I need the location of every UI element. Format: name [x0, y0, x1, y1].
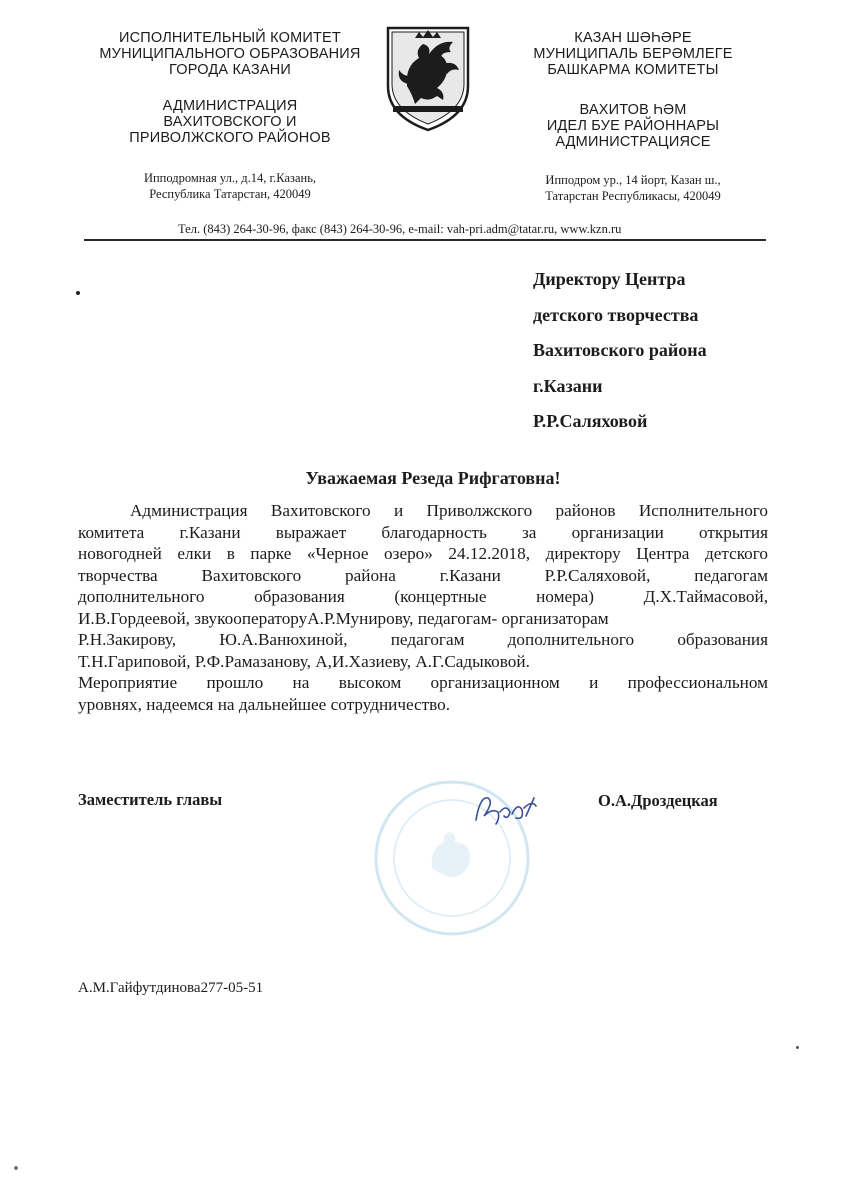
handwritten-signature — [470, 790, 540, 830]
header-right-admin: ВАХИТОВ ҺӘМ ИДЕЛ БУЕ РАЙОННАРЫ АДМИНИСТРАЦИЯСЕ — [546, 102, 720, 150]
body-line: дополнительного образования (концертные номера) Д.Х.Таймасовой, — [78, 587, 768, 606]
body-line: И.В.Гордеевой, звукооператоруА.Р.Мунирову, педагогам- организаторам — [78, 608, 609, 628]
header-left-org: ИСПОЛНИТЕЛЬНЫЙ КОМИТЕТ МУНИЦИПАЛЬНОГО ОБРАЗОВАНИЯ ГОРОДА КАЗАНИ — [99, 30, 361, 78]
executor-footer: А.М.Гайфутдинова277-05-51 — [78, 980, 264, 996]
header-right-address: Ипподром ур., 14 йорт, Казан ш., Татарстан Республикасы, 420049 — [545, 173, 721, 203]
addressee-block: Директору Центра детского творчества Вахитовского района г.Казани Р.Р.Саляховой — [533, 269, 707, 431]
coat-of-arms-icon — [385, 24, 471, 134]
contacts-line: Тел. (843) 264-30-96, факс (843) 264-30-96, e-mail: vah-pri.adm@tatar.ru, www.kzn.ru — [178, 222, 622, 236]
scan-speck — [76, 291, 80, 295]
letter-body — [78, 500, 768, 715]
body-line: уровнях, надеемся на дальнейшее сотрудничество. — [78, 694, 451, 714]
greeting: Уважаемая Резеда Рифгатовна! — [305, 468, 561, 488]
header-left-admin: АДМИНИСТРАЦИЯ ВАХИТОВСКОГО И ПРИВОЛЖСКОГО РАЙОНОВ — [129, 98, 331, 146]
header-left-address: Ипподромная ул., д.14, г.Казань, Республика Татарстан, 420049 — [143, 171, 317, 201]
body-line: Р.Н.Закирову, Ю.А.Ванюхиной, педагогам дополнительного образования — [78, 630, 768, 649]
scan-speck — [796, 1046, 799, 1049]
body-line: новогодней елки в парке «Черное озеро» 24.12.2018, директору Центра детского — [78, 544, 768, 563]
header-right-org: КАЗАН ШӘҺӘРЕ МУНИЦИПАЛЬ БЕРӘМЛЕГЕ БАШКАРМА КОМИТЕТЫ — [533, 30, 733, 78]
scan-speck — [14, 1166, 18, 1170]
body-line: Администрация Вахитовского и Приволжского районов Исполнительного — [130, 501, 768, 520]
signatory-name: О.А.Дроздецкая — [598, 791, 718, 810]
body-line: Т.Н.Гариповой, Р.Ф.Рамазанову, А,И.Хазиеву, А.Г.Садыковой. — [78, 651, 530, 671]
signatory-position: Заместитель главы — [78, 790, 223, 809]
body-line: Мероприятие прошло на высоком организационном и профессиональном — [78, 673, 768, 692]
body-line: комитета г.Казани выражает благодарность за организации открытия — [78, 522, 768, 542]
header-divider — [84, 239, 766, 241]
body-line: творчества Вахитовского района г.Казани Р.Р.Саляховой, педагогам — [78, 565, 768, 585]
